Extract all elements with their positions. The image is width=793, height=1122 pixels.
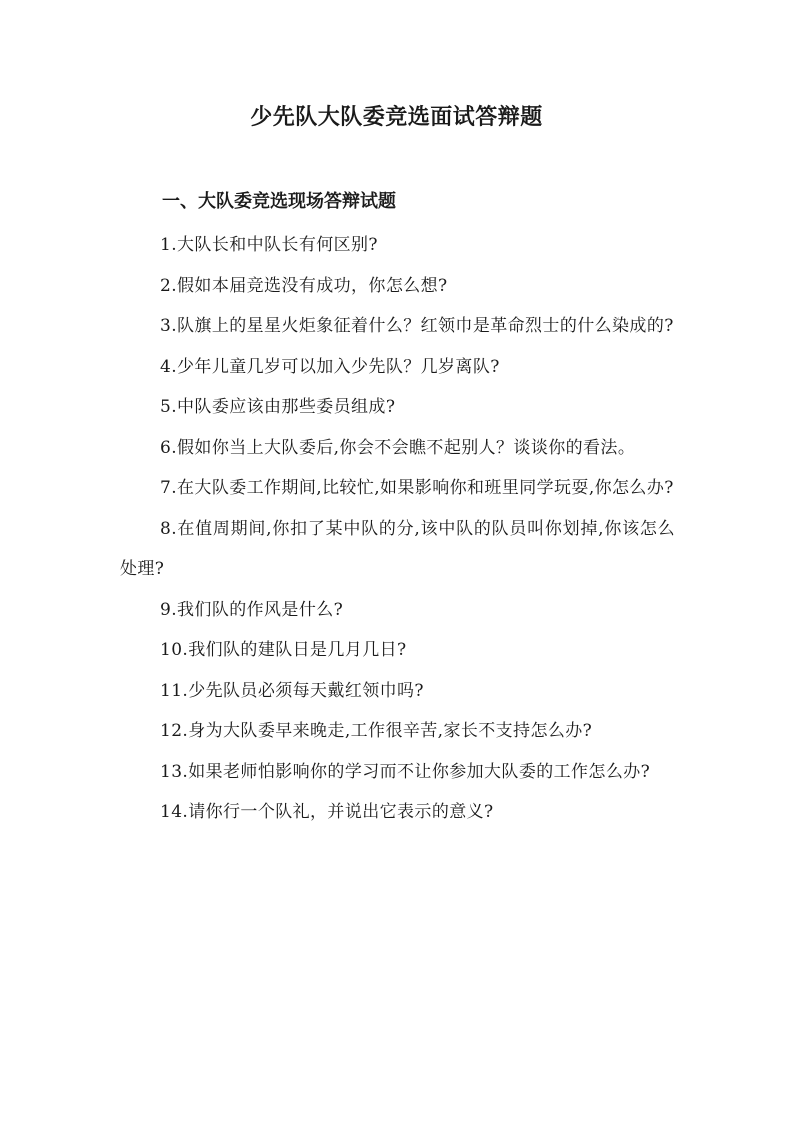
question-item: 9.我们队的作风是什么? xyxy=(160,599,344,620)
question-item: 4.少年儿童几岁可以加入少先队？几岁离队? xyxy=(160,356,500,377)
question-item: 10.我们队的建队日是几月几日? xyxy=(160,640,407,660)
question-item: 14.请你行一个队礼，并说出它表示的意义? xyxy=(160,802,494,822)
question-item: 12.身为大队委早来晚走,工作很辛苦,家长不支持怎么办? xyxy=(160,721,593,741)
question-item: 2.假如本届竞选没有成功，你怎么想? xyxy=(160,275,448,296)
question-item: 6.假如你当上大队委后,你会不会瞧不起别人？谈谈你的看法。 xyxy=(160,437,636,458)
question-item: 7.在大队委工作期间,比较忙,如果影响你和班里同学玩耍,你怎么办? xyxy=(160,478,674,498)
question-item: 3.队旗上的星星火炬象征着什么？红领巾是革命烈士的什么染成的? xyxy=(160,316,674,336)
question-item: 13.如果老师怕影响你的学习而不让你参加大队委的工作怎么办? xyxy=(160,761,651,782)
document-title: 少先队大队委竞选面试答辩题 xyxy=(250,105,543,130)
question-item: 1.大队长和中队长有何区别? xyxy=(160,235,378,255)
question-item: 5.中队委应该由那些委员组成? xyxy=(160,397,396,417)
question-item: 11.少先队员必须每天戴红领巾吗? xyxy=(160,680,424,701)
question-list xyxy=(120,225,675,833)
section-heading: 一、大队委竞选现场答辩试题 xyxy=(162,191,396,212)
question-item: 8.在值周期间,你扣了某中队的分,该中队的队员叫你划掉,你该怎么处理? xyxy=(120,518,675,579)
